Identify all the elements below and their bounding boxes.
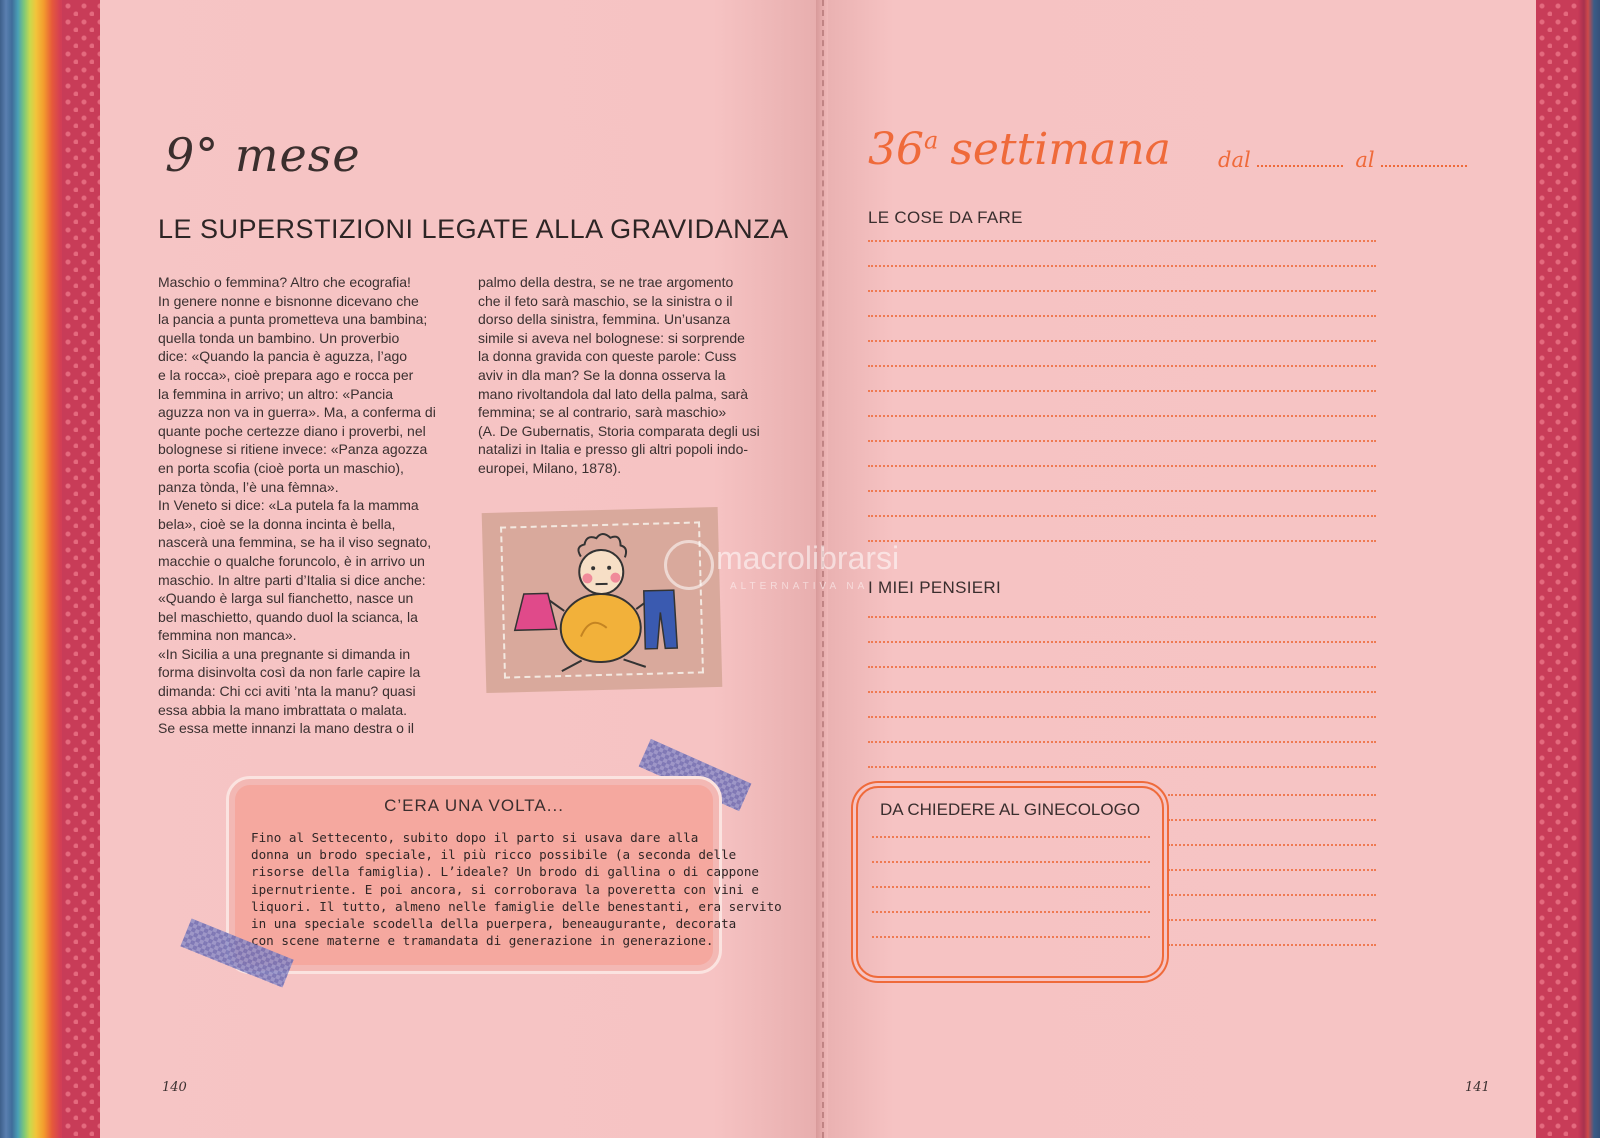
writing-line[interactable]: [868, 415, 1376, 417]
date-from-label: dal: [1218, 148, 1251, 172]
text-line: in una speciale scodella della puerpera, beneaugurante, decorata: [251, 916, 737, 932]
text-line: «In Sicilia a una pregnante si dimanda in: [158, 645, 411, 662]
week-word: settimana: [950, 124, 1171, 175]
writing-line[interactable]: [868, 490, 1376, 492]
text-line: bolognese si ritiene invece: «Panza agozza: [158, 441, 428, 458]
box-title: C’ERA UNA VOLTA...: [384, 796, 564, 815]
text-line: dice: «Quando la pancia è aguzza, l’ago: [158, 348, 408, 365]
todo-heading: LE COSE DA FARE: [868, 208, 1023, 227]
week-superscript: a: [924, 126, 939, 155]
writing-line[interactable]: [1168, 869, 1376, 871]
writing-line[interactable]: [868, 290, 1376, 292]
writing-line[interactable]: [868, 716, 1376, 718]
text-line: In Veneto si dice: «La putela fa la mamma: [158, 497, 419, 514]
ask-line[interactable]: [872, 911, 1150, 913]
text-line: europei, Milano, 1878).: [478, 459, 622, 476]
page-number-right: 141: [1465, 1080, 1490, 1095]
writing-line[interactable]: [868, 741, 1376, 743]
writing-line[interactable]: [868, 691, 1376, 693]
text-line: con scene materne e tramandata di generazione in generazione.: [251, 933, 714, 949]
text-line: e la rocca», cioè prepara ago e rocca per: [158, 366, 414, 383]
ask-line[interactable]: [872, 836, 1150, 838]
ask-line[interactable]: [872, 936, 1150, 938]
text-line: liquori. Il tutto, almeno nelle famiglie delle benestanti, era servito: [251, 898, 782, 914]
text-line: (A. De Gubernatis, Storia comparata degli usi: [478, 422, 760, 439]
text-line: mano rivoltandola dal lato della palma, sarà: [478, 385, 749, 402]
writing-line[interactable]: [868, 340, 1376, 342]
box-text: [251, 829, 782, 949]
text-line: la femmina in arrivo; un altro: «Pancia: [158, 385, 393, 402]
writing-line[interactable]: [868, 365, 1376, 367]
writing-line[interactable]: [868, 465, 1376, 467]
writing-line[interactable]: [868, 666, 1376, 668]
date-from-field[interactable]: [1257, 149, 1343, 167]
writing-line[interactable]: [868, 616, 1376, 618]
date-to-field[interactable]: [1381, 149, 1467, 167]
ask-gynecologist-box: [856, 786, 1164, 978]
writing-line[interactable]: [868, 315, 1376, 317]
text-line: quante poche certezze diano i proverbi, nel: [158, 422, 426, 439]
text-line: panza tònda, l’è una fèmna».: [158, 478, 339, 495]
date-to-label: al: [1355, 148, 1375, 172]
text-line: che il feto sarà maschio, se la sinistra o il: [478, 292, 733, 309]
text-line: simile si aveva nel bolognese: si sorprende: [478, 329, 745, 346]
text-line: femmina; se al contrario, sarà maschio»: [478, 404, 727, 421]
ask-heading: DA CHIEDERE AL GINECOLOGO: [879, 800, 1141, 819]
text-line: aguzza non va in guerra». Ma, a conferma di: [158, 404, 436, 421]
writing-line[interactable]: [868, 240, 1376, 242]
text-line: nascerà una femmina, se ha il viso segnato,: [158, 534, 432, 551]
text-line: femmina non manca».: [158, 627, 297, 644]
writing-line[interactable]: [1168, 844, 1376, 846]
watermark-brand: macrolibrarsi: [716, 540, 900, 576]
text-line: aviv in dla man? Se la donna osserva la: [478, 366, 726, 383]
ask-line[interactable]: [872, 861, 1150, 863]
text-line: ipernutriente. E poi ancora, si corroborava la poveretta con vini e: [251, 881, 759, 897]
writing-line[interactable]: [868, 641, 1376, 643]
text-line: en porta scofia (cioè porta un maschio),: [158, 459, 404, 476]
writing-line[interactable]: [868, 265, 1376, 267]
text-line: la donna gravida con queste parole: Cuss: [478, 348, 737, 365]
text-line: risorse della famiglia). L’ideale? Un brodo di gallina o di cappone: [251, 864, 759, 880]
ask-line[interactable]: [872, 886, 1150, 888]
text-line: forma disinvolta così da non farle capire la: [158, 664, 421, 681]
writing-line[interactable]: [1168, 794, 1376, 796]
text-line: natalizi in Italia e presso gli altri popoli indo-: [478, 441, 749, 458]
text-line: la pancia a punta prometteva una bambina;: [158, 311, 428, 328]
text-line: bela», cioè se la donna incinta è bella,: [158, 515, 396, 532]
cera-una-volta-box: [226, 776, 782, 974]
writing-line[interactable]: [868, 440, 1376, 442]
text-line: «Quando è larga sul fianchetto, nasce un: [158, 590, 414, 607]
text-line: maschio. In altre parti d’Italia si dice anche:: [158, 571, 426, 588]
month-title: 9° mese: [165, 128, 361, 182]
section-title: LE SUPERSTIZIONI LEGATE ALLA GRAVIDANZA: [158, 214, 789, 244]
right-cover-pattern: [1536, 0, 1578, 1138]
left-cover-pattern: [62, 0, 100, 1138]
writing-line[interactable]: [1168, 894, 1376, 896]
text-line: Se essa mette innanzi la mano destra o il: [158, 720, 415, 737]
text-line: essa abbia la mano imbrattata o malata.: [158, 701, 408, 718]
week-number: 36: [868, 124, 924, 175]
right-page-edges: [1536, 0, 1600, 1138]
text-line: bel maschietto, quando duol la scianca, la: [158, 608, 418, 625]
text-line: dorso della sinistra, femmina. Un’usanza: [478, 311, 731, 328]
text-line: macchie o qualche foruncolo, è in arrivo un: [158, 552, 425, 569]
text-line: quella tonda un bambino. Un proverbio: [158, 329, 400, 346]
text-line: Maschio o femmina? Altro che ecografia!: [158, 274, 411, 290]
writing-line[interactable]: [1168, 919, 1376, 921]
text-line: palmo della destra, se ne trae argomento: [478, 274, 734, 290]
week-title: [868, 124, 1171, 175]
drawing-svg: [482, 507, 723, 693]
text-line: Fino al Settecento, subito dopo il parto si usava dare alla: [251, 830, 699, 845]
watermark-tagline: ALTERNATIVA NA: [730, 581, 869, 592]
writing-line[interactable]: [868, 540, 1376, 542]
date-range: [1218, 148, 1473, 172]
thoughts-heading: I MIEI PENSIERI: [868, 578, 1001, 597]
writing-line[interactable]: [868, 390, 1376, 392]
writing-line[interactable]: [1168, 944, 1376, 946]
writing-line[interactable]: [1168, 819, 1376, 821]
pregnant-woman-illustration: [482, 507, 723, 693]
text-column-1: [158, 273, 436, 738]
writing-line[interactable]: [868, 766, 1376, 768]
left-page-edges: [0, 0, 100, 1138]
watermark-logo-icon: [664, 540, 714, 590]
text-column-2: [478, 273, 760, 478]
text-line: dimanda: Chi cci aviti ’nta la manu? quasi: [158, 683, 416, 700]
page-number-left: 140: [162, 1080, 187, 1095]
text-line: In genere nonne e bisnonne dicevano che: [158, 292, 419, 309]
writing-line[interactable]: [868, 515, 1376, 517]
text-line: donna un brodo speciale, il più ricco possibile (a seconda delle: [251, 847, 737, 863]
